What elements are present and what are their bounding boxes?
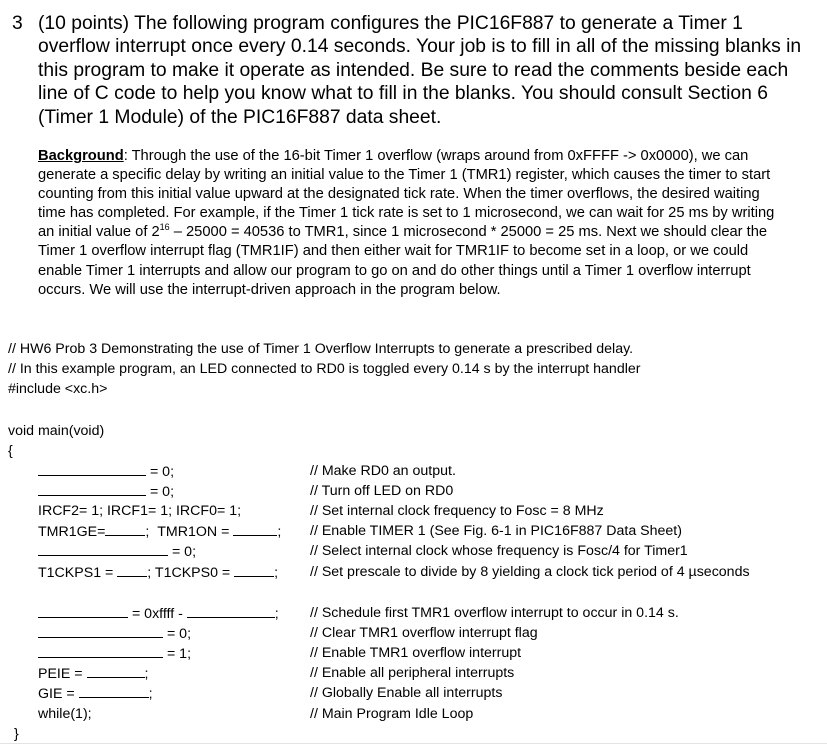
blank[interactable] — [105, 522, 145, 536]
background-exponent: 16 — [159, 222, 170, 233]
blank[interactable] — [38, 624, 163, 638]
code-header-comment-1: // HW6 Prob 3 Demonstrating the use of Timer 1 Overflow Interrupts to generate a prescribed delay. — [8, 341, 634, 357]
code-main-signature: void main(void) — [8, 423, 105, 439]
blank[interactable] — [233, 522, 277, 536]
code-comment-10: // Enable all peripheral interrupts — [310, 665, 515, 681]
code-line-5 — [38, 542, 196, 561]
code-comment-4: // Enable TIMER 1 (See Fig. 6-1 in PIC16F887 Data Sheet) — [310, 523, 682, 539]
blank[interactable] — [87, 664, 145, 678]
blank[interactable] — [38, 604, 128, 618]
question-number: 3 — [12, 13, 23, 34]
code-text: ; — [145, 524, 150, 540]
code-comment-6: // Set prescale to divide by 8 yielding a clock tick period of 4 µseconds — [310, 564, 750, 580]
background-text-2: – 25000 = 40536 to TMR1, since 1 microsecond * 25000 = 25 ms. Next we should clear the Timer 1 overflow interrupt flag (TMR1IF) and then either wait for TMR1IF to become set in a loop, or we could enable Timer 1 interrupts and allow our program to go on and do other things until a Timer 1 overflow interrupt occurs. We will use the interrupt-driven approach in the program below. — [38, 224, 768, 298]
blank[interactable] — [234, 563, 274, 577]
background-heading: Background — [38, 148, 124, 164]
code-text: GIE = — [38, 686, 75, 702]
code-close-brace: } — [14, 726, 19, 742]
page-bottom-divider — [0, 743, 827, 744]
code-header-comment-2: // In this example program, an LED connected to RD0 is toggled every 0.14 s by the interrupt handler — [8, 361, 641, 377]
code-comment-3: // Set internal clock frequency to Fosc = 8 MHz — [310, 503, 604, 519]
code-text: ; — [144, 666, 149, 682]
code-text: = 1; — [166, 646, 192, 662]
blank[interactable] — [38, 542, 168, 556]
question-text: (10 points) The following program configures the PIC16F887 to generate a Timer 1 overflow interrupt once every 0.14 seconds. Your job is to fill in all of the missing blanks in this program to make it operate as intended. Be sure to read the comments beside each line of C code to help you know what to fill in the blanks. You should consult Section 6 (Timer 1 Module) of the PIC16F887 data sheet. — [38, 13, 802, 128]
code-line-3: IRCF2= 1; IRCF1= 1; IRCF0= 1; — [38, 503, 242, 519]
code-text: = 0; — [149, 464, 175, 480]
code-text: TMR1ON = — [157, 524, 230, 540]
code-line-2 — [38, 482, 174, 501]
code-line-8 — [38, 624, 191, 643]
code-text: ; — [148, 686, 153, 702]
code-text: ; — [147, 565, 152, 581]
code-line-6 — [38, 563, 278, 582]
code-text: ; — [277, 524, 282, 540]
code-text: PEIE = — [38, 666, 83, 682]
code-text: T1CKPS0 = — [154, 565, 231, 581]
code-include: #include <xc.h> — [8, 381, 108, 397]
code-text: T1CKPS1 = — [38, 565, 114, 581]
background-text-1: : Through the use of the 16-bit Timer 1 overflow (wraps around from 0xFFFF -> 0x0000), we can generate a specific delay by writing an initial value to the Timer 1 (TMR1) register, which causes the timer to start counting from this initial value upward at the designated tick rate. When the timer overflows, the desired waiting time has completed. For example, if the Timer 1 tick rate is set to 1 microsecond, we can wait for 25 ms by writing an initial value of 2 — [38, 148, 775, 241]
code-text: = 0; — [149, 484, 175, 500]
code-line-1 — [38, 462, 174, 481]
code-line-11 — [38, 684, 153, 703]
blank[interactable] — [187, 604, 275, 618]
code-text: = 0; — [166, 626, 192, 642]
code-open-brace: { — [8, 443, 13, 459]
code-line-12: while(1); — [38, 706, 92, 722]
blank[interactable] — [38, 644, 163, 658]
code-comment-2: // Turn off LED on RD0 — [310, 483, 454, 499]
code-text: = 0; — [171, 544, 197, 560]
code-comment-1: // Make RD0 an output. — [310, 463, 456, 479]
code-line-7 — [38, 604, 279, 623]
code-text: = 0xffff - — [131, 606, 183, 622]
code-comment-8: // Clear TMR1 overflow interrupt flag — [310, 625, 538, 641]
code-line-4 — [38, 522, 281, 541]
code-text: TMR1GE= — [38, 524, 106, 540]
code-text: ; — [274, 606, 279, 622]
code-comment-7: // Schedule first TMR1 overflow interrupt to occur in 0.14 s. — [310, 605, 679, 621]
blank[interactable] — [117, 563, 147, 577]
code-line-9 — [38, 644, 191, 663]
code-comment-12: // Main Program Idle Loop — [310, 706, 474, 722]
blank[interactable] — [38, 482, 146, 496]
code-comment-9: // Enable TMR1 overflow interrupt — [310, 645, 522, 661]
code-comment-11: // Globally Enable all interrupts — [310, 685, 503, 701]
blank[interactable] — [38, 462, 146, 476]
blank[interactable] — [79, 684, 149, 698]
code-comment-5: // Select internal clock whose frequency is Fosc/4 for Timer1 — [310, 543, 688, 559]
code-text: ; — [274, 565, 279, 581]
background-paragraph — [38, 147, 790, 300]
code-line-10 — [38, 664, 148, 683]
